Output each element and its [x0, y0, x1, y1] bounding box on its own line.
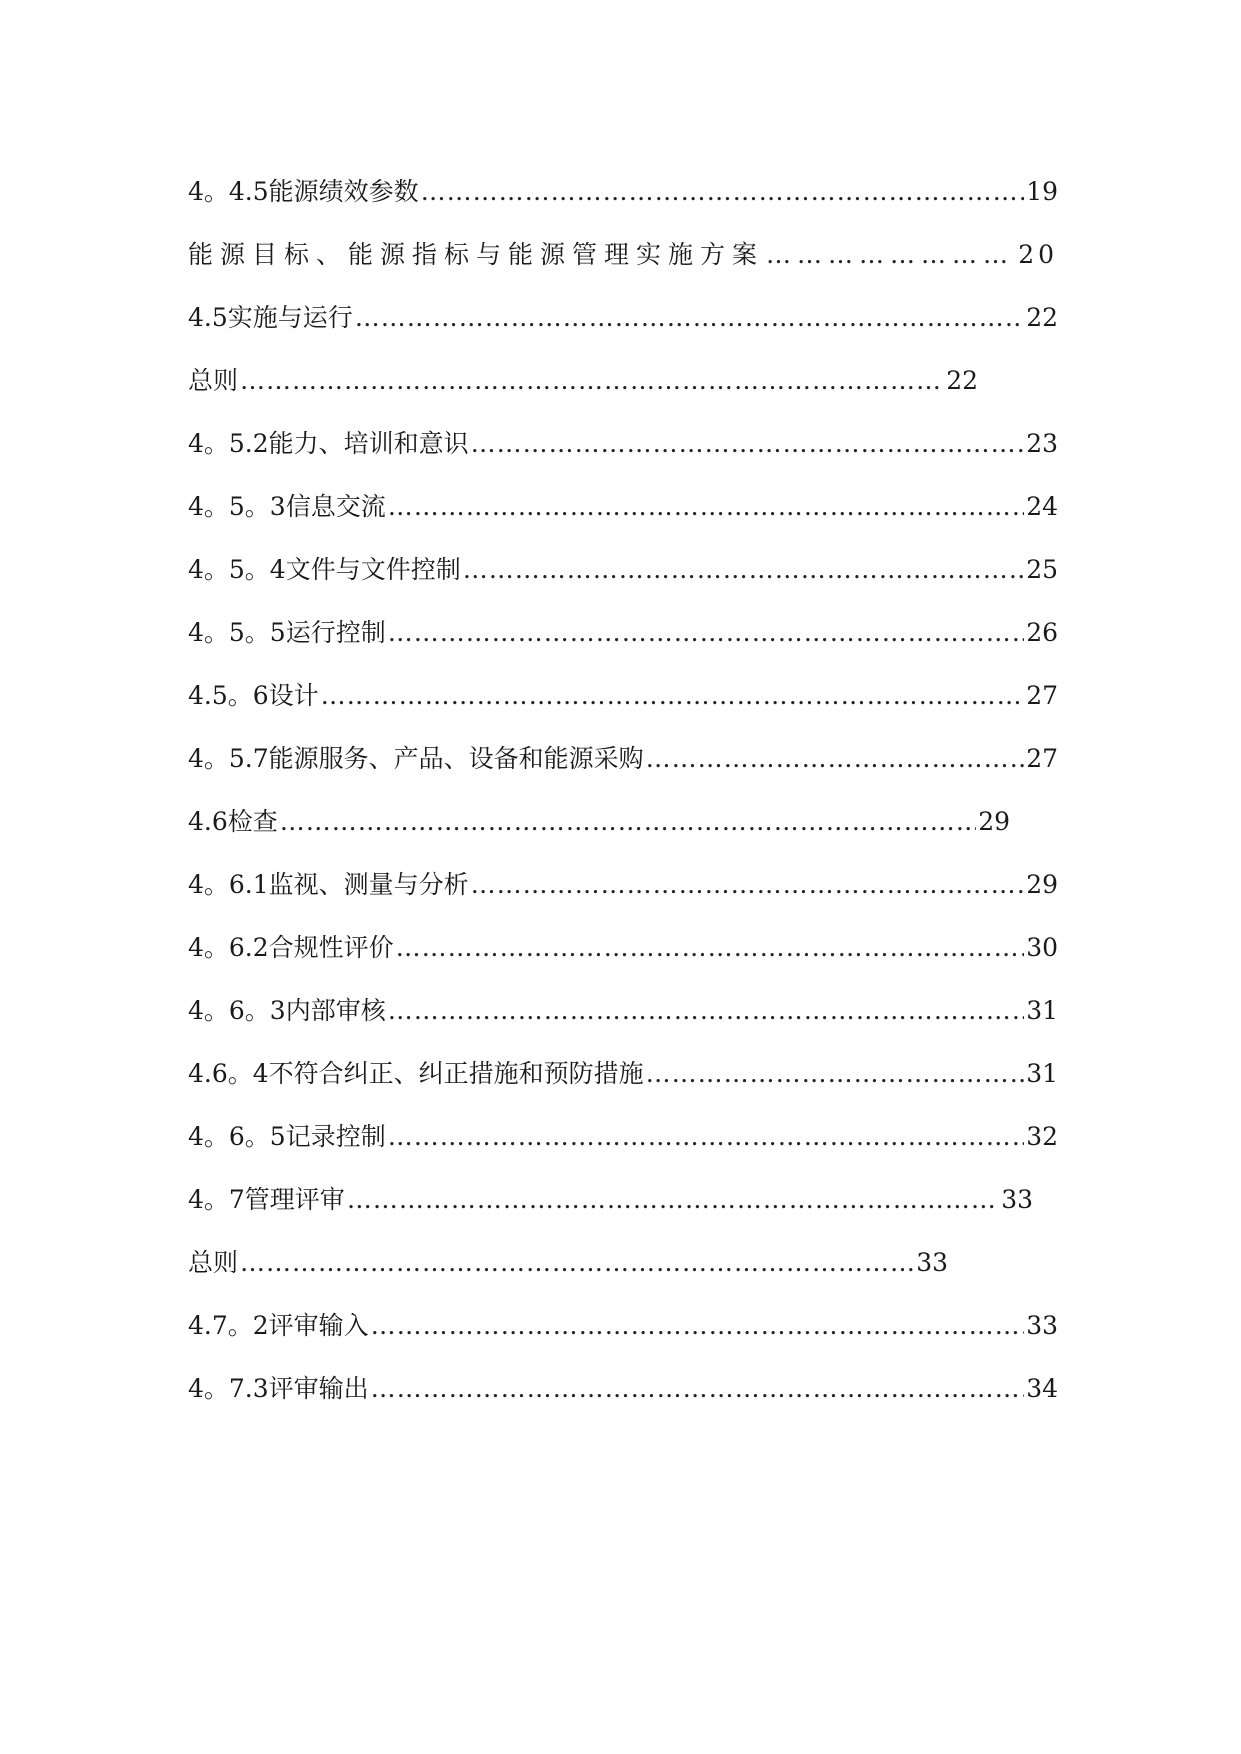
toc-entry-page: 29 [1026, 870, 1058, 899]
toc-entry-title: 4.5。6设计 [188, 681, 319, 710]
toc-entry-title: 4。5。5运行控制 [188, 618, 386, 647]
toc-entry-page: 32 [1026, 1122, 1058, 1151]
toc-entry[interactable] [188, 1168, 1033, 1231]
toc-dot-leader [388, 601, 1024, 664]
toc-entry-page: 23 [1026, 429, 1058, 458]
toc-entry-title: 总则 [188, 366, 239, 395]
toc-entry[interactable] [188, 790, 1010, 853]
toc-entry-page: 33 [1026, 1311, 1058, 1340]
toc-dot-leader [646, 1042, 1025, 1105]
toc-entry-page: 34 [1026, 1374, 1058, 1403]
toc-entry[interactable] [188, 979, 1058, 1042]
toc-entry-title: 4。6.1监视、测量与分析 [188, 870, 469, 899]
toc-dot-leader [388, 1105, 1024, 1168]
toc-entry[interactable] [188, 853, 1058, 916]
toc-entry-page: 27 [1026, 744, 1058, 773]
toc-entry-page: 26 [1026, 618, 1058, 647]
toc-entry[interactable] [188, 349, 978, 412]
toc-dot-leader [421, 160, 1025, 223]
toc-entry-title: 4.7。2评审输入 [188, 1311, 369, 1340]
toc-dot-leader [371, 1294, 1025, 1357]
toc-entry[interactable] [188, 1357, 1058, 1420]
toc-entry-page: 27 [1026, 681, 1058, 710]
toc-entry-title: 4。7管理评审 [188, 1185, 345, 1214]
toc-entry[interactable] [188, 223, 1058, 286]
toc-entry[interactable] [188, 916, 1058, 979]
toc-dot-leader [280, 790, 976, 853]
toc-entry-page: 33 [916, 1248, 948, 1277]
toc-entry-title: 4。5。4文件与文件控制 [188, 555, 461, 584]
toc-entry-page: 24 [1026, 492, 1058, 521]
table-of-contents [188, 160, 1058, 1420]
toc-entry-title: 4.5实施与运行 [188, 303, 353, 332]
toc-dot-leader [347, 1168, 999, 1231]
toc-dot-leader [766, 223, 1016, 286]
toc-entry-title: 4.6。4不符合纠正、纠正措施和预防措施 [188, 1059, 644, 1088]
toc-dot-leader [471, 853, 1025, 916]
toc-entry[interactable] [188, 475, 1058, 538]
toc-entry-page: 30 [1026, 933, 1058, 962]
toc-entry-page: 20 [1018, 240, 1058, 269]
toc-dot-leader [321, 664, 1025, 727]
toc-entry[interactable] [188, 727, 1058, 790]
toc-entry[interactable] [188, 286, 1058, 349]
toc-entry-page: 19 [1026, 177, 1058, 206]
toc-dot-leader [355, 286, 1024, 349]
toc-entry-title: 4。6.2合规性评价 [188, 933, 394, 962]
toc-dot-leader [396, 916, 1025, 979]
toc-entry[interactable] [188, 538, 1058, 601]
toc-entry-title: 总则 [188, 1248, 239, 1277]
toc-entry-title: 4.6检查 [188, 807, 278, 836]
toc-entry-page: 31 [1026, 996, 1058, 1025]
toc-entry-page: 25 [1026, 555, 1058, 584]
toc-entry-title: 4。4.5能源绩效参数 [188, 177, 419, 206]
toc-entry[interactable] [188, 1105, 1058, 1168]
toc-dot-leader [388, 979, 1024, 1042]
toc-entry[interactable] [188, 601, 1058, 664]
toc-entry[interactable] [188, 1042, 1058, 1105]
toc-entry[interactable] [188, 1294, 1058, 1357]
toc-dot-leader [371, 1357, 1025, 1420]
toc-entry-title: 4。7.3评审输出 [188, 1374, 369, 1403]
toc-entry-title: 4。6。3内部审核 [188, 996, 386, 1025]
toc-entry-title: 4。5.7能源服务、产品、设备和能源采购 [188, 744, 644, 773]
toc-dot-leader [388, 475, 1024, 538]
toc-entry-page: 31 [1026, 1059, 1058, 1088]
toc-entry-page: 33 [1001, 1185, 1033, 1214]
toc-entry-page: 22 [946, 366, 978, 395]
toc-dot-leader [471, 412, 1025, 475]
toc-entry-title: 4。5。3信息交流 [188, 492, 386, 521]
toc-entry[interactable] [188, 160, 1058, 223]
toc-dot-leader [240, 349, 944, 412]
toc-entry-title: 能源目标、能源指标与能源管理实施方案 [188, 240, 765, 269]
toc-entry-title: 4。6。5记录控制 [188, 1122, 386, 1151]
toc-entry[interactable] [188, 1231, 948, 1294]
toc-dot-leader [240, 1231, 914, 1294]
toc-entry[interactable] [188, 412, 1058, 475]
toc-entry-page: 29 [978, 807, 1010, 836]
toc-entry-title: 4。5.2能力、培训和意识 [188, 429, 469, 458]
toc-dot-leader [646, 727, 1025, 790]
toc-entry-page: 22 [1026, 303, 1058, 332]
toc-entry[interactable] [188, 664, 1058, 727]
toc-dot-leader [463, 538, 1024, 601]
